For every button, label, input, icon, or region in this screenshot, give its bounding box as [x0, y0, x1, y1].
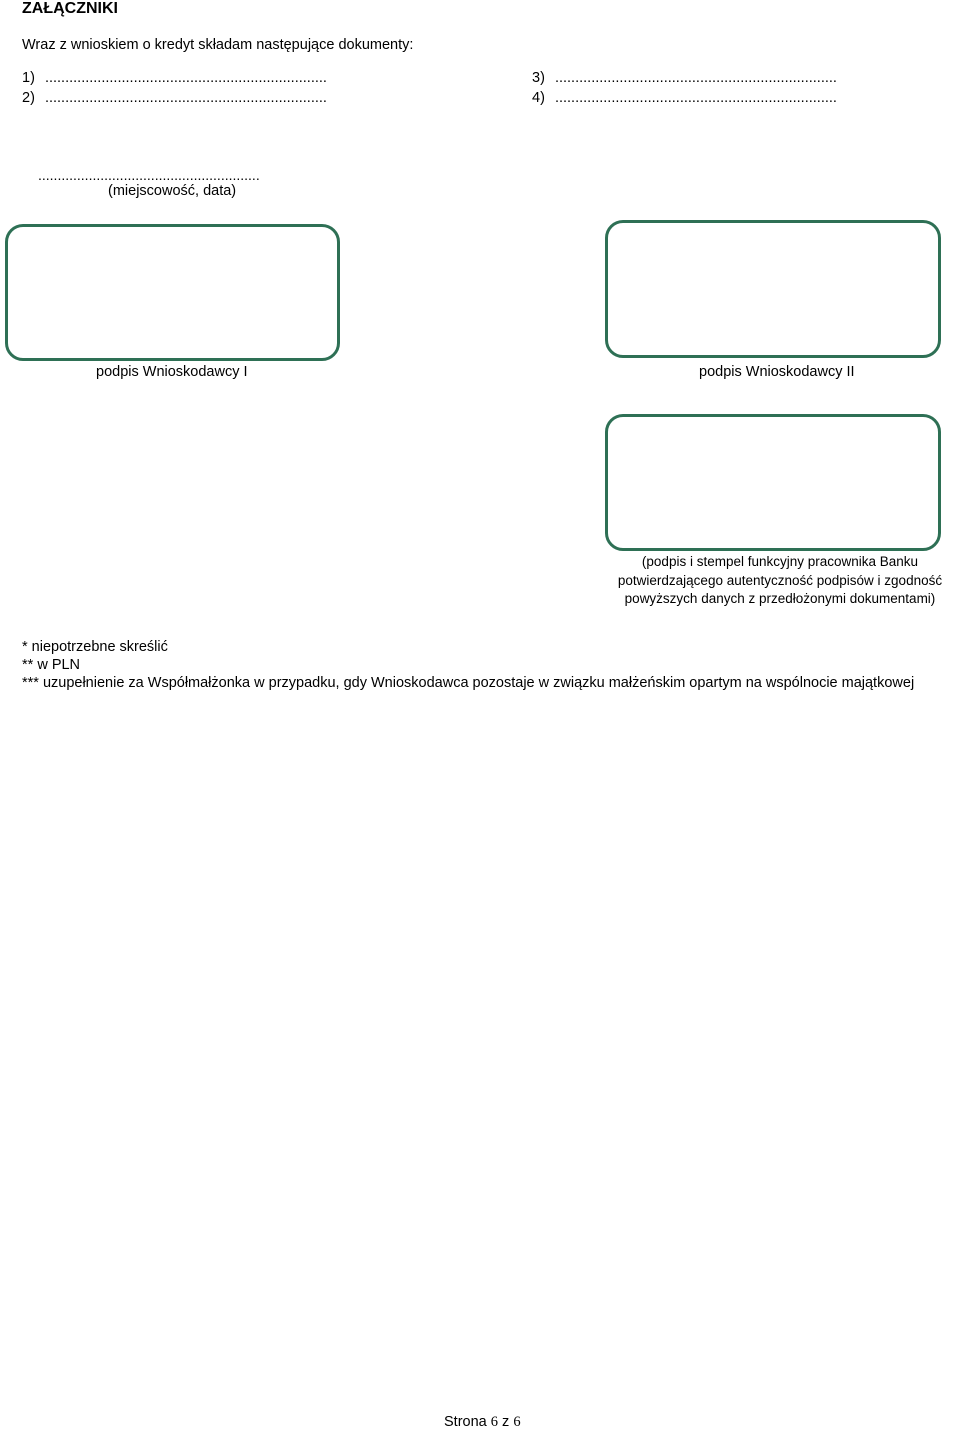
document-number: 2) — [22, 90, 35, 106]
footnote-3: *** uzupełnienie za Współmałżonka w przypadku, gdy Wnioskodawca pozostaje w związku małżeńskim opartym na wspólnocie majątkowej — [22, 675, 915, 691]
page-total: 6 — [513, 1414, 521, 1430]
page-current: 6 — [490, 1414, 499, 1430]
document-blank-field[interactable]: ...................................................................... — [554, 90, 837, 106]
bank-caption-line: (podpis i stempel funkcyjny pracownika Banku — [641, 554, 919, 569]
bank-caption-line: potwierdzającego autentyczność podpisów i zgodność — [617, 572, 943, 588]
bank-caption-line: powyższych danych z przedłożonymi dokumentami) — [624, 591, 936, 606]
document-number: 1) — [22, 70, 35, 86]
page-of: z — [502, 1414, 510, 1430]
document-blank-field[interactable]: ...................................................................... — [554, 70, 837, 86]
bank-signature-caption — [590, 553, 960, 609]
footnote-1: * niepotrzebne skreślić — [22, 639, 168, 655]
page-label: Strona — [444, 1414, 487, 1430]
document-line-1 — [22, 70, 327, 86]
applicant-2-signature-box[interactable] — [605, 220, 941, 358]
place-date-blank-field[interactable]: ......................................................... — [38, 167, 260, 183]
section-heading: ZAŁĄCZNIKI — [22, 0, 118, 17]
document-line-2 — [22, 90, 327, 106]
page-footer — [444, 1414, 521, 1431]
bank-employee-signature-box[interactable] — [605, 414, 941, 551]
document-blank-field[interactable]: ...................................................................... — [44, 90, 327, 106]
document-number: 3) — [532, 70, 545, 86]
document-line-4 — [532, 90, 837, 106]
document-number: 4) — [532, 90, 545, 106]
applicant-1-signature-label: podpis Wnioskodawcy I — [96, 364, 248, 380]
document-line-3 — [532, 70, 837, 86]
applicant-1-signature-box[interactable] — [5, 224, 340, 361]
applicant-2-signature-label: podpis Wnioskodawcy II — [699, 364, 855, 380]
place-date-caption: (miejscowość, data) — [108, 183, 237, 199]
attachments-intro: Wraz z wnioskiem o kredyt składam następujące dokumenty: — [22, 37, 414, 53]
document-blank-field[interactable]: ...................................................................... — [44, 70, 327, 86]
footnote-2: ** w PLN — [22, 657, 81, 673]
